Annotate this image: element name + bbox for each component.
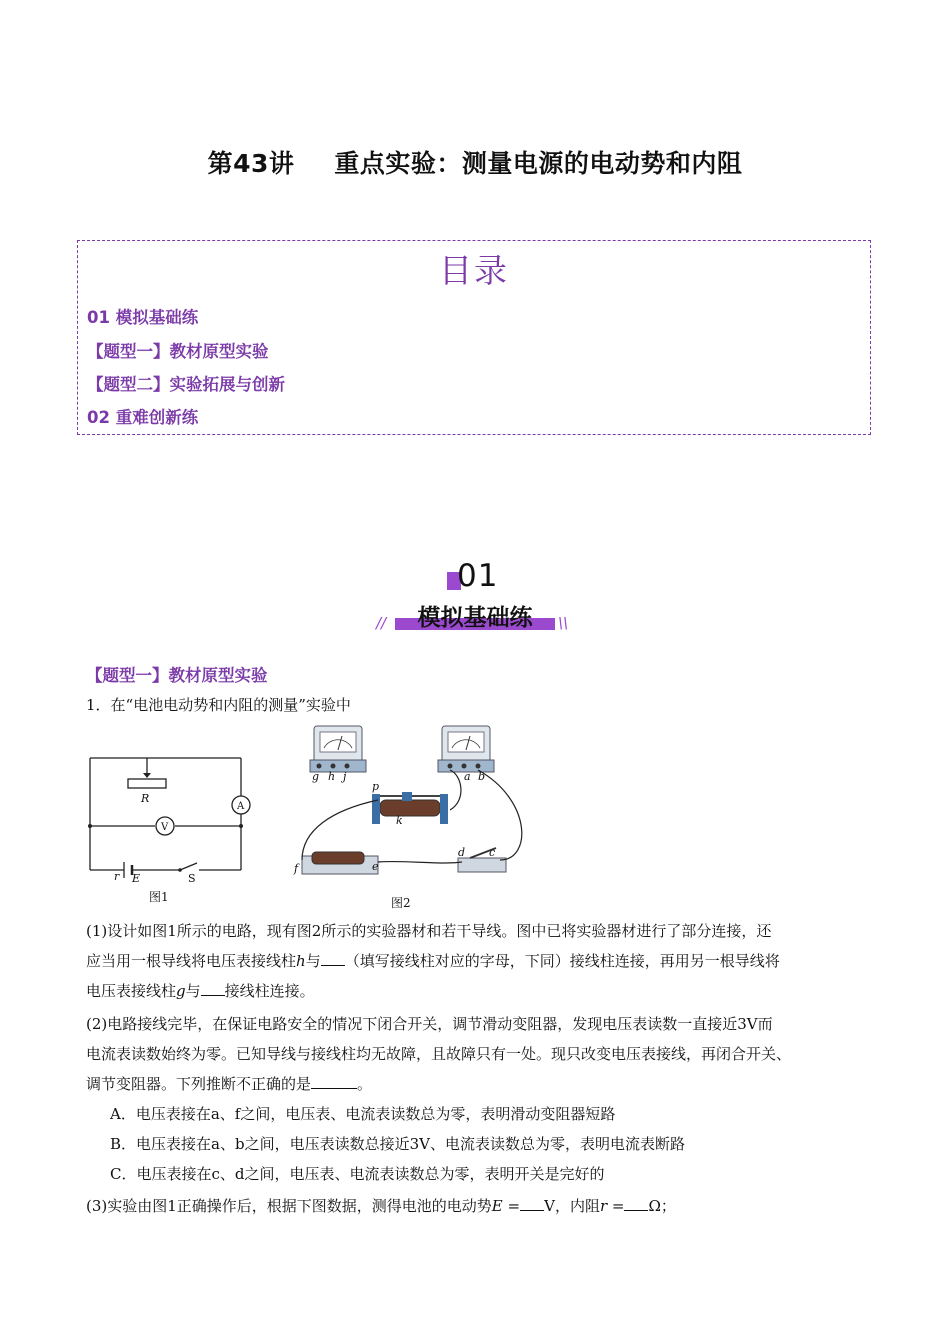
part-1-line-1: (1)设计如图1所示的电路，现有图2所示的实验器材和若干导线。图中已将实验器材进行了部分连接，还	[86, 922, 772, 940]
terminal-p: p	[372, 780, 380, 793]
toc-item-type-one[interactable]: 【题型一】教材原型实验	[87, 342, 269, 361]
part-2-line-2: 电流表读数始终为零。已知导线与接线柱均无故障，且故障只有一处。现只改变电压表接线，再闭合开关、	[86, 1045, 792, 1063]
terminal-k: k	[396, 814, 403, 827]
figure-2-caption: 图2	[391, 896, 411, 910]
answer-blank-3[interactable]	[311, 1074, 357, 1089]
part-1-line-2: 应当用一根导线将电压表接线柱h与 （填写接线柱对应的字母，下同）接线柱连接，再用另一根导线将	[86, 952, 780, 970]
terminal-e: e	[372, 860, 379, 873]
label-E: E	[132, 872, 141, 882]
label-r: r	[114, 870, 120, 882]
section-heading: 【题型一】教材原型实验	[86, 666, 268, 685]
part-3-line: (3)实验由图1正确操作后，根据下图数据，测得电池的电动势E = V，内阻r = Ω；	[86, 1197, 676, 1215]
label-A: A	[237, 801, 245, 812]
toc-item-type-two[interactable]: 【题型二】实验拓展与创新	[87, 375, 285, 394]
lecture-number: 第43讲	[207, 149, 295, 178]
terminal-b: b	[478, 770, 486, 783]
banner-title: 模拟基础练	[417, 605, 533, 631]
figure-2-apparatus	[292, 720, 532, 880]
label-S: S	[188, 872, 196, 882]
toc-heading: 目录	[439, 251, 509, 290]
banner-left-slashes: //	[376, 614, 387, 632]
terminal-c: c	[489, 846, 496, 859]
figure-1-caption: 图1	[149, 890, 169, 904]
part-1-line-3: 电压表接线柱g与 接线柱连接。	[86, 982, 315, 1000]
label-R: R	[141, 792, 150, 805]
voltmeter-icon	[310, 726, 366, 772]
toc-item-basic-practice[interactable]: 01 模拟基础练	[87, 308, 199, 327]
battery-icon	[302, 852, 378, 874]
option-c[interactable]: C．电压表接在c、d之间，电压表、电流表读数总为零，表明开关是完好的	[110, 1165, 605, 1183]
terminal-j: j	[343, 770, 347, 783]
toc-item-advanced-practice[interactable]: 02 重难创新练	[87, 408, 199, 427]
terminal-d: d	[458, 846, 466, 859]
answer-blank-2[interactable]	[201, 981, 225, 996]
option-b[interactable]: B．电压表接在a、b之间，电压表读数总接近3V、电流表读数总为零，表明电流表断路	[110, 1135, 685, 1153]
question-intro: 1．在“电池电动势和内阻的测量”实验中	[86, 696, 351, 714]
section-banner	[370, 558, 580, 638]
terminal-f: f	[294, 862, 299, 875]
lecture-topic: 重点实验：测量电源的电动势和内阻	[334, 149, 743, 178]
banner-number: 01	[457, 558, 499, 594]
part-2-line-3: 调节变阻器。下列推断不正确的是 。	[86, 1075, 373, 1093]
figure-1-circuit	[84, 752, 254, 882]
rheostat-icon	[372, 792, 448, 824]
table-of-contents	[77, 240, 871, 435]
answer-blank-emf[interactable]	[520, 1196, 544, 1211]
rheostat-arrow	[143, 773, 151, 778]
ammeter-icon	[438, 726, 494, 772]
option-a[interactable]: A．电压表接在a、f之间，电压表、电流表读数总为零，表明滑动变阻器短路	[110, 1105, 616, 1123]
answer-blank-resistance[interactable]	[624, 1196, 648, 1211]
terminal-g: g	[312, 770, 320, 783]
terminal-h: h	[328, 770, 336, 783]
banner-right-slashes: \\	[558, 614, 569, 632]
label-V: V	[161, 822, 169, 833]
page-title	[0, 144, 950, 180]
part-2-line-1: (2)电路接线完毕，在保证电路安全的情况下闭合开关，调节滑动变阻器，发现电压表读数一直接近3V而	[86, 1015, 773, 1033]
terminal-a: a	[464, 770, 471, 783]
switch-icon	[458, 848, 506, 872]
answer-blank-1[interactable]	[321, 951, 345, 966]
